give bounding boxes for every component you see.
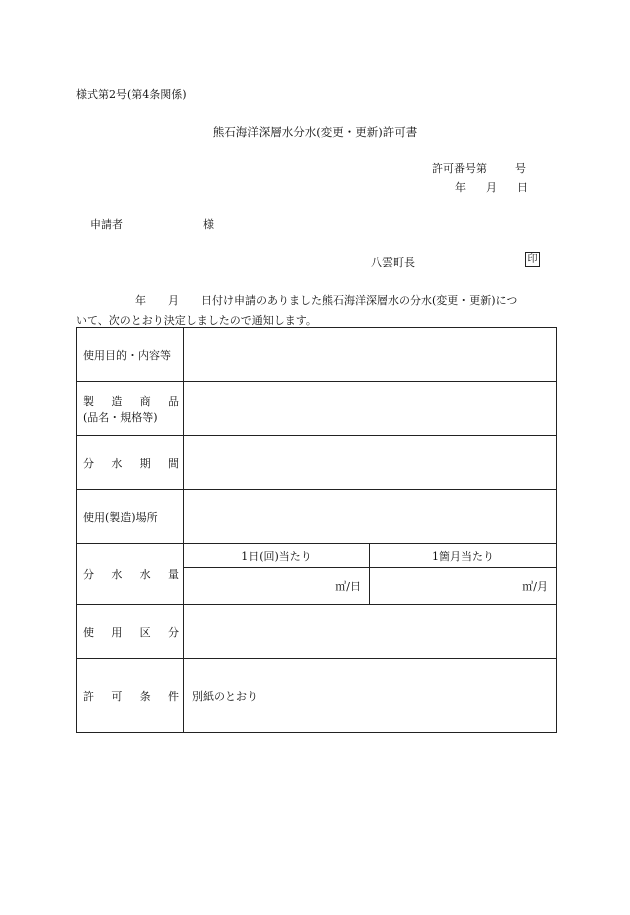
products-label (77, 382, 184, 436)
applicant-label: 申請者 (90, 218, 123, 231)
form-id: 様式第2号(第4条関係) (76, 88, 187, 101)
period-char: 水 (111, 456, 123, 470)
products-value[interactable] (184, 382, 557, 436)
date-year: 年 (455, 181, 466, 194)
intro-line-2: いて、次のとおり決定しましたので通知します。 (76, 314, 317, 327)
volume-char: 水 (139, 568, 151, 581)
place-value[interactable] (184, 490, 557, 544)
permit-number-prefix: 許可番号第 (432, 162, 487, 175)
per-day-header: 1日(回)当たり (184, 544, 370, 568)
per-month-header: 1箇月当たり (370, 544, 557, 568)
per-month-value[interactable]: ㎥/月 (370, 568, 557, 605)
row-volume-header (77, 544, 557, 568)
row-period (77, 436, 557, 490)
usage-class-char: 用 (111, 625, 123, 639)
conditions-char: 件 (167, 689, 179, 703)
products-label-line2: (品名・規格等) (83, 410, 158, 424)
issuer-name: 八雲町長 (371, 256, 415, 269)
conditions-label (77, 659, 184, 733)
usage-class-char: 使 (83, 625, 94, 639)
volume-char: 量 (167, 568, 179, 581)
period-label (77, 436, 184, 490)
conditions-value: 別紙のとおり (184, 659, 557, 733)
permit-number-suffix: 号 (515, 162, 526, 175)
volume-label (77, 544, 184, 605)
row-place (77, 490, 557, 544)
row-products (77, 382, 557, 436)
document-title: 熊石海洋深層水分水(変更・更新)許可書 (212, 125, 418, 139)
period-char: 間 (167, 456, 179, 470)
conditions-char: 許 (83, 689, 94, 703)
usage-class-char: 区 (139, 625, 151, 639)
products-label-line1 (83, 393, 179, 409)
products-char: 製 (83, 394, 94, 408)
period-char: 分 (83, 456, 94, 470)
applicant-honorific: 様 (203, 218, 214, 231)
volume-char: 水 (111, 568, 123, 581)
volume-char: 分 (83, 568, 94, 581)
usage-class-value[interactable] (184, 605, 557, 659)
row-usage-class (77, 605, 557, 659)
permit-table (76, 327, 557, 733)
per-day-value[interactable]: ㎥/日 (184, 568, 370, 605)
usage-class-char: 分 (167, 625, 179, 639)
applicant-line (90, 216, 214, 232)
conditions-char: 条 (139, 689, 151, 703)
usage-class-label (77, 605, 184, 659)
purpose-value[interactable] (184, 328, 557, 382)
products-char: 造 (111, 394, 123, 408)
products-char: 商 (139, 394, 151, 408)
period-char: 期 (139, 456, 151, 470)
permit-number (432, 160, 526, 176)
purpose-label: 使用目的・内容等 (77, 328, 184, 382)
date-month: 月 (486, 181, 497, 194)
row-conditions (77, 659, 557, 733)
intro-line1-rest: 日付け申請のありました熊石海洋深層水の分水(変更・更新)につ (201, 294, 518, 307)
place-label: 使用(製造)場所 (77, 490, 184, 544)
period-value[interactable] (184, 436, 557, 490)
intro-year: 年 (135, 294, 146, 307)
intro-month: 月 (168, 294, 179, 307)
seal-mark: 印 (525, 252, 540, 267)
intro-line-1 (135, 292, 517, 308)
conditions-char: 可 (111, 689, 123, 703)
issue-date (455, 179, 528, 195)
products-char: 品 (167, 394, 179, 408)
row-purpose (77, 328, 557, 382)
date-day: 日 (517, 181, 528, 194)
